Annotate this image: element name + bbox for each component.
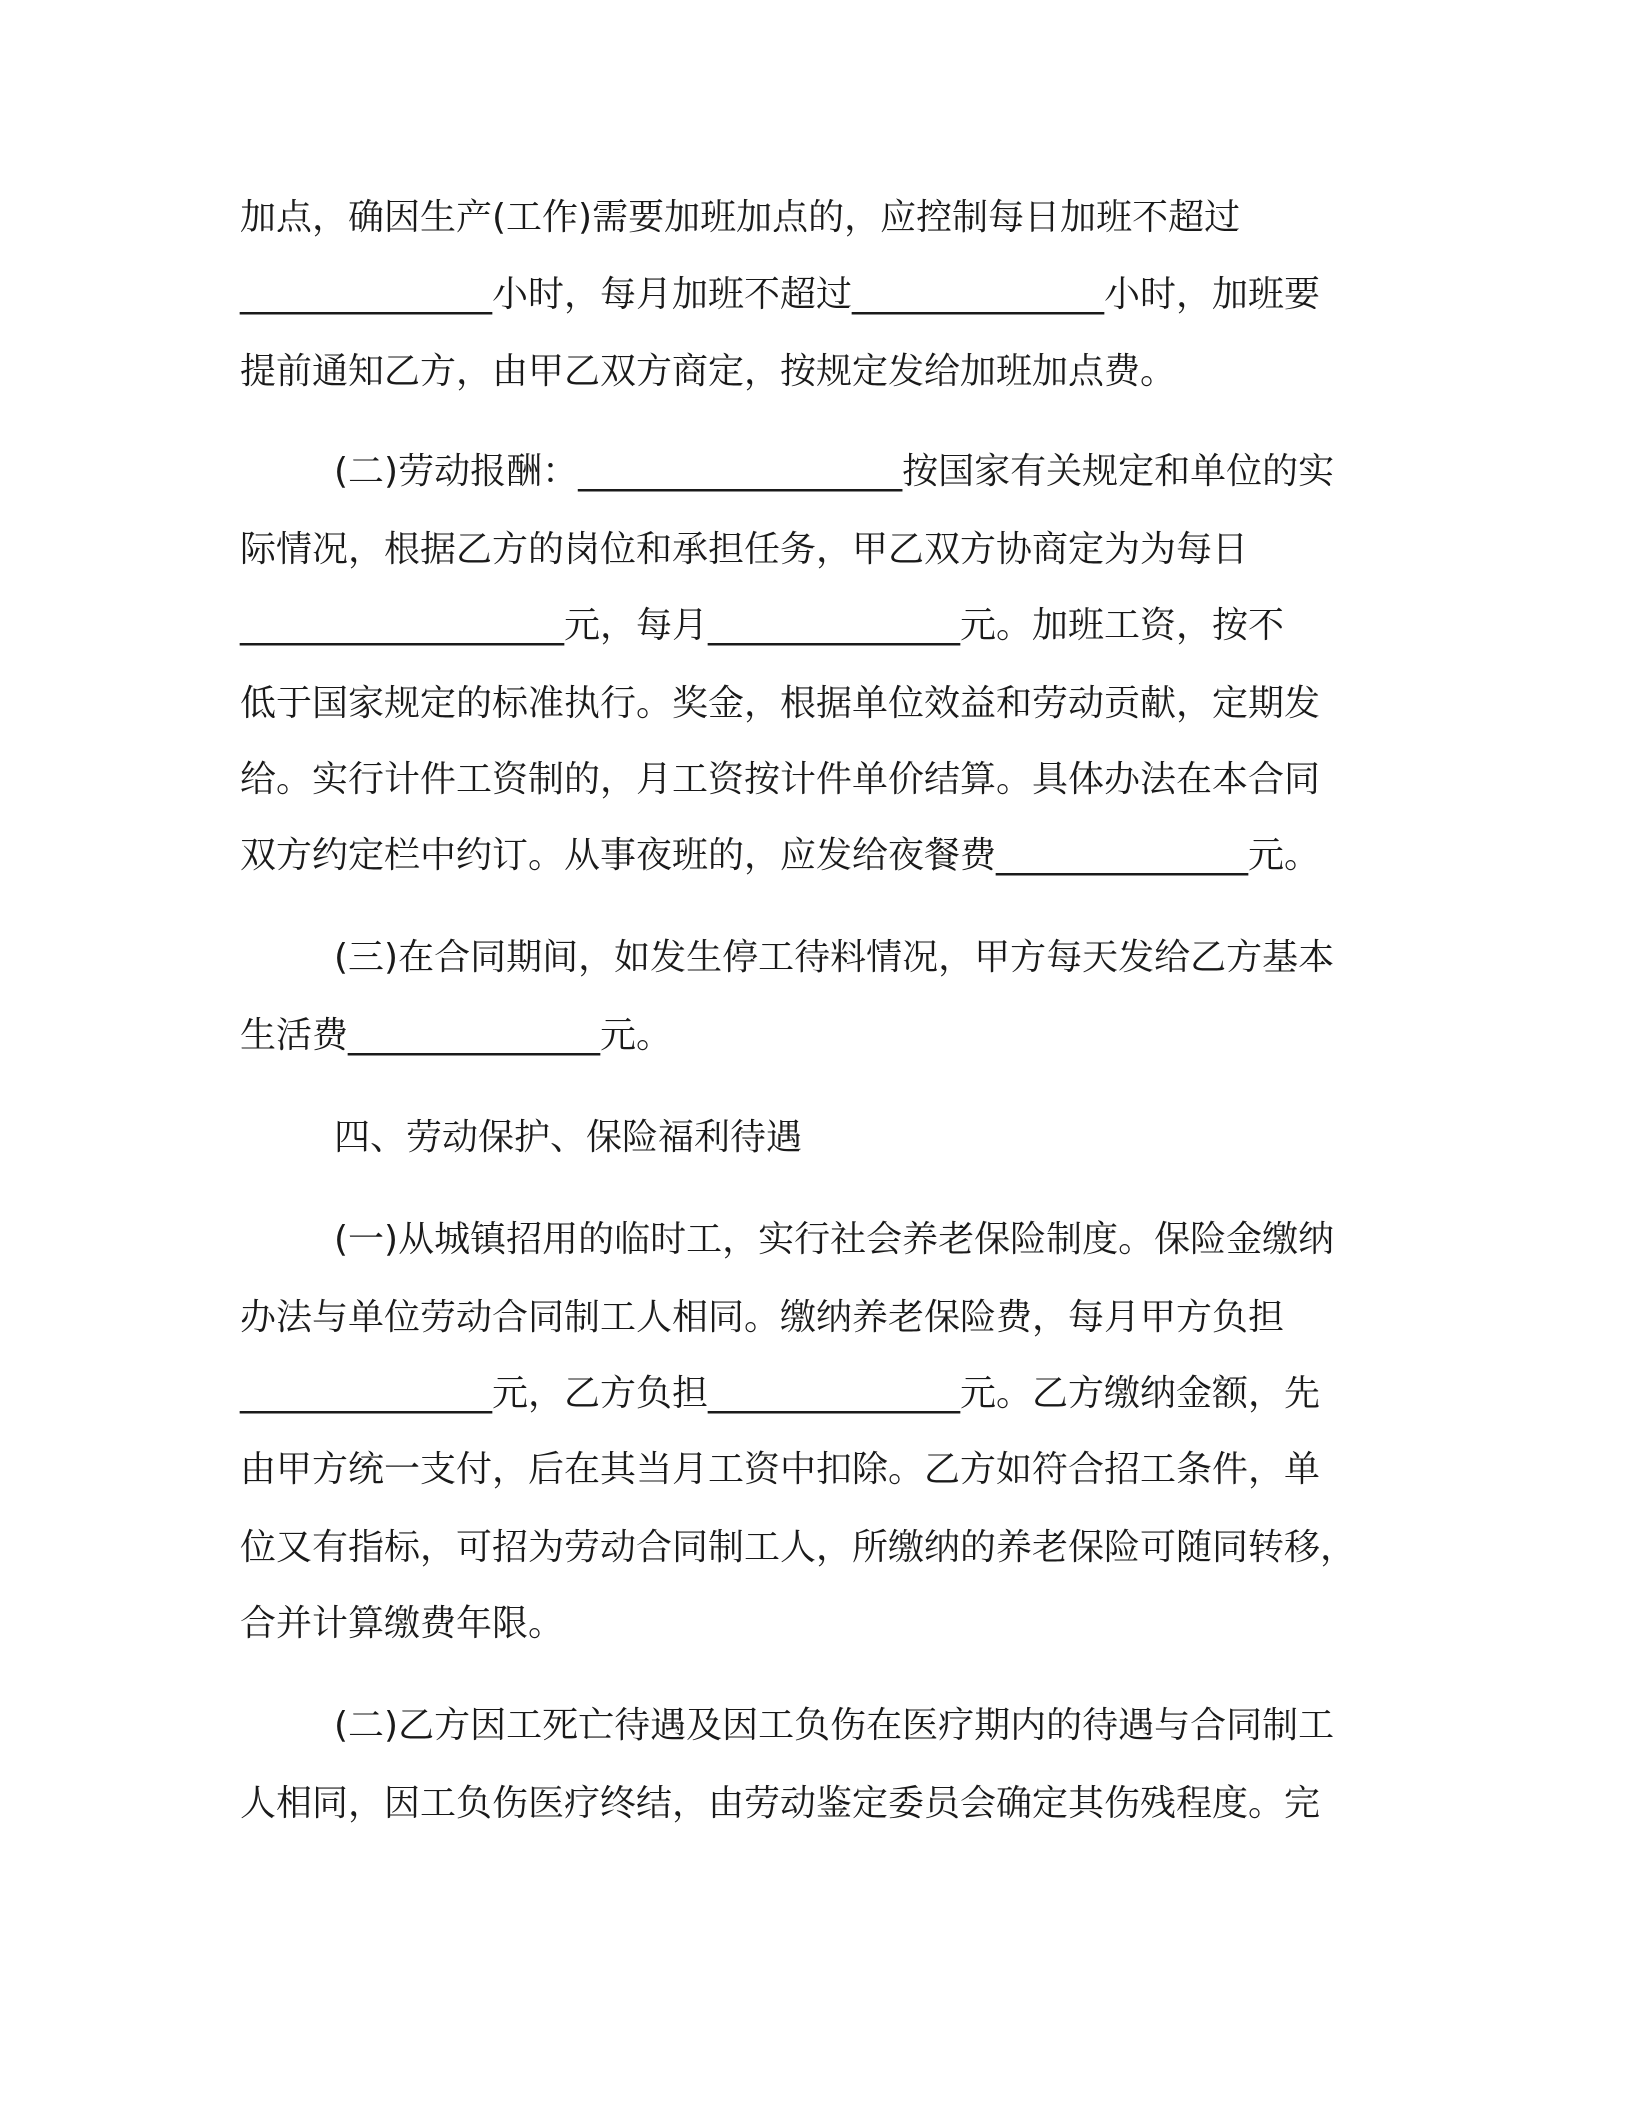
text-line: 际情况，根据乙方的岗位和承担任务，甲乙双方协商定为为每日 [240,529,1249,570]
text-line: 办法与单位劳动合同制工人相同。缴纳养老保险费，每月甲方负担 [240,1297,1285,1338]
text-line: 合并计算缴费年限。 [240,1603,565,1644]
section-heading: 四、劳动保护、保险福利待遇 [334,1117,803,1158]
text-line: 加点，确因生产(工作)需要加班加点的，应控制每日加班不超过 [240,197,1241,238]
text-line: ______________小时，每月加班不超过______________小时，加班要 [240,274,1321,315]
text-line: 给。实行计件工资制的，月工资按计件单价结算。具体办法在本合同 [240,759,1321,800]
text-line: (二)乙方因工死亡待遇及因工负伤在医疗期内的待遇与合同制工 [334,1705,1335,1746]
text-line: 位又有指标，可招为劳动合同制工人，所缴纳的养老保险可随同转移， [240,1527,1357,1568]
text-line: 生活费______________元。 [240,1015,673,1056]
text-line: 人相同，因工负伤医疗终结，由劳动鉴定委员会确定其伤残程度。完 [240,1783,1321,1824]
text-line: __________________元，每月______________元。加班工资，按不 [240,605,1285,646]
text-line: (一)从城镇招用的临时工，实行社会养老保险制度。保险金缴纳 [334,1219,1335,1260]
text-line: 低于国家规定的标准执行。奖金，根据单位效益和劳动贡献，定期发 [240,683,1321,724]
text-line: 提前通知乙方，由甲乙双方商定，按规定发给加班加点费。 [240,351,1177,392]
text-line: ______________元，乙方负担______________元。乙方缴纳金额，先 [240,1373,1321,1414]
text-line: 双方约定栏中约订。从事夜班的，应发给夜餐费______________元。 [240,835,1321,876]
text-line: (三)在合同期间，如发生停工待料情况，甲方每天发给乙方基本 [334,937,1335,978]
text-line: (二)劳动报酬：__________________按国家有关规定和单位的实 [334,451,1335,492]
text-line: 由甲方统一支付，后在其当月工资中扣除。乙方如符合招工条件，单 [240,1449,1321,1490]
